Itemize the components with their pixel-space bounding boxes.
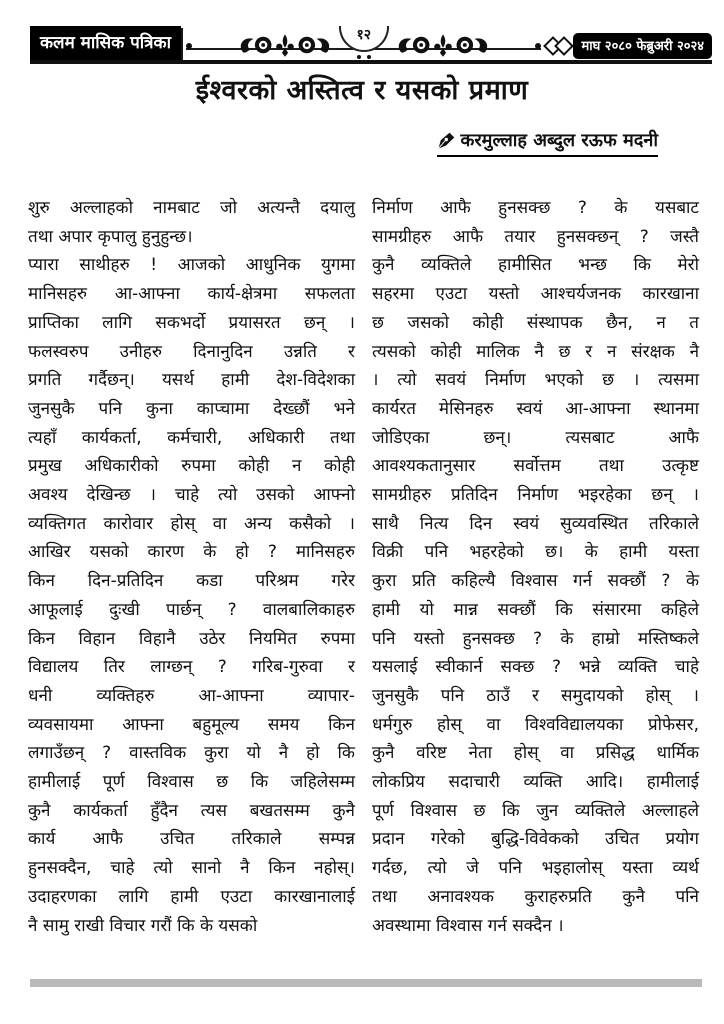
text-line: व्यक्तिगत कारोवार होस् वा अन्य कसैको । — [28, 513, 355, 534]
text-line: पूर्ण विश्वास छ कि जुन व्यक्तिले अल्लाहले — [372, 800, 699, 821]
text-line: नै सामु राखी विचार गरौं कि के यसको — [28, 915, 258, 936]
text-line: यसलाई स्वीकार्न सक्छ ? भन्ने व्यक्ति चाहे — [372, 657, 699, 678]
text-line: विद्यालय तिर लाग्छन् ? गरिब-गुरुवा र — [28, 657, 355, 678]
text-line: हामी यो मान्न सक्छौं कि संसारमा कहिले — [372, 599, 699, 620]
text-line: सामग्रीहरु प्रतिदिन निर्माण भइरहेका छन् । — [372, 485, 699, 506]
text-line: अवश्य देखिन्छ । चाहे त्यो उसको आफ्नो — [28, 485, 355, 506]
issue-date-badge — [573, 33, 712, 59]
text-line: हुनसक्दैन, चाहे त्यो सानो नै किन नहोस्। — [28, 858, 355, 879]
text-line: धर्मगुरु होस् वा विश्वविद्यालयका प्रोफेसर, — [372, 714, 699, 735]
text-line: कुनै वरिष्ट नेता होस् वा प्रसिद्ध धार्मिक — [372, 743, 699, 764]
text-line: तथा अनावश्यक कुराहरुप्रति कुनै पनि — [372, 886, 699, 907]
text-line: जुनसुकै पनि कुना काप्चामा देख्छौं भने — [28, 398, 355, 419]
text-line: लगाउँछन् ? वास्तविक कुरा यो नै हो कि — [28, 743, 355, 764]
text-line: साथै नित्य दिन स्वयं सुव्यवस्थित तरिकाले — [372, 513, 699, 534]
text-line: फलस्वरुप उनीहरु दिनानुदिन उन्नति र — [28, 341, 355, 362]
text-line: आखिर यसको कारण के हो ? मानिसहरु — [28, 542, 355, 563]
text-line: प्रमुख अधिकारीको रुपमा कोही न कोही — [28, 456, 355, 477]
text-line: त्यसको कोही मालिक नै छ र न संरक्षक नै — [372, 341, 699, 362]
article-body — [28, 194, 700, 940]
magazine-name-badge — [30, 26, 181, 60]
text-line: पनि यस्तो हुनसक्छ ? के हाम्रो मस्तिष्कले — [372, 628, 699, 649]
author-name: करमुल्लाह अब्दुल रऊफ मदनी — [460, 130, 658, 151]
text-line: सहरमा एउटा यस्तो आश्चर्यजनक कारखाना — [372, 284, 699, 305]
text-line: कुनै व्यक्तिले हामीसित भन्छ कि मेरो — [372, 255, 699, 276]
text-line: जुनसुकै पनि ठाउँ र समुदायको होस् । — [372, 685, 699, 706]
page-number: १२ — [356, 27, 372, 43]
text-line: गर्दछ, त्यो जे पनि भइहालोस् यस्ता व्यर्थ — [372, 858, 699, 879]
text-line: कुरा प्रति कहिल्यै विश्वास गर्न सक्छौं ? के — [372, 571, 699, 592]
rule-end-dot — [186, 43, 192, 49]
text-line: प्रदान गरेको बुद्धि-विवेकको उचित प्रयोग — [372, 829, 699, 850]
text-line: । त्यो सवयं निर्माण भएको छ । त्यसमा — [372, 370, 699, 391]
text-line: किन दिन-प्रतिदिन कडा परिश्रम गरेर — [28, 571, 355, 592]
text-line: उदाहरणका लागि हामी एउटा कारखानालाई — [28, 886, 355, 907]
footer-rule — [30, 979, 702, 987]
floral-scroll-icon — [237, 30, 333, 60]
page-number-badge — [339, 26, 389, 52]
article-title: ईश्वरको अस्तित्व र यसको प्रमाण — [195, 75, 529, 106]
issue-date: माघ २०८० फेब्रुअरी २०२४ — [581, 39, 704, 54]
left-column — [28, 194, 355, 940]
text-line: धनी व्यक्तिहरु आ-आफ्ना व्यापार- — [28, 685, 355, 706]
text-line: कुनै कार्यकर्ता हुँदैन त्यस बखतसम्म कुनै — [28, 800, 355, 821]
text-line: सामग्रीहरु आफै तयार हुनसक्छन् ? जस्तै — [372, 226, 699, 247]
text-line: तथा अपार कृपालु हुनुहुन्छ। — [28, 226, 193, 247]
text-line: प्रगति गर्दैछन्। यसर्थ हामी देश-विदेशका — [28, 370, 355, 391]
text-line: विक्री पनि भहरहेको छ। के हामी यस्ता — [372, 542, 699, 563]
text-line: अवस्थामा विश्वास गर्न सक्दैन । — [372, 915, 564, 936]
magazine-name: कलम मासिक पत्रिका — [40, 33, 172, 53]
text-line: छ जसको कोही संस्थापक छैन, न त — [372, 312, 699, 333]
header-ornament-strip — [186, 24, 541, 62]
text-line: त्यहाँ कार्यकर्ता, कर्मचारी, अधिकारी तथा — [28, 427, 355, 448]
text-line: मानिसहरु आ-आफ्ना कार्य-क्षेत्रमा सफलता — [28, 284, 355, 305]
text-line: आफूलाई दुःखी पार्छन् ? वालबालिकाहरु — [28, 599, 355, 620]
text-line: आवश्यकतानुसार सर्वोत्तम तथा उत्कृष्ट — [372, 456, 699, 477]
pen-nib-icon — [437, 131, 456, 150]
text-line: निर्माण आफै हुनसक्छ ? के यसबाट — [372, 198, 699, 218]
header-rule — [30, 60, 712, 64]
text-line: प्राप्तिका लागि सकभर्दो प्रयासरत छन् । — [28, 312, 355, 333]
text-line: प्यारा साथीहरु ! आजको आधुनिक युगमा — [28, 255, 355, 276]
page-header — [30, 24, 712, 62]
rule-end-dot — [535, 43, 541, 49]
text-line: कार्य आफै उचित तरिकाले सम्पन्न — [28, 829, 355, 850]
right-column — [372, 194, 699, 940]
text-line: हामीलाई पूर्ण विश्वास छ कि जहिलेसम्म — [28, 772, 355, 793]
byline — [437, 128, 659, 157]
text-line: कार्यरत मेसिनहरु स्वयं आ-आफ्ना स्थानमा — [372, 398, 699, 419]
text-line: किन विहान विहानै उठेर नियमित रुपमा — [28, 628, 355, 649]
text-line: शुरु अल्लाहको नामबाट जो अत्यन्तै दयालु — [28, 198, 355, 218]
diamond-ornament-icon — [546, 39, 571, 53]
byline-row — [0, 128, 658, 157]
text-line: व्यवसायमा आफ्ना बहुमूल्य समय किन — [28, 714, 355, 735]
floral-scroll-icon — [395, 30, 491, 60]
text-line: जोडिएका छन्। त्यसबाट आफै — [372, 427, 699, 448]
text-line: लोकप्रिय सदाचारी व्यक्ति आदि। हामीलाई — [372, 772, 699, 793]
